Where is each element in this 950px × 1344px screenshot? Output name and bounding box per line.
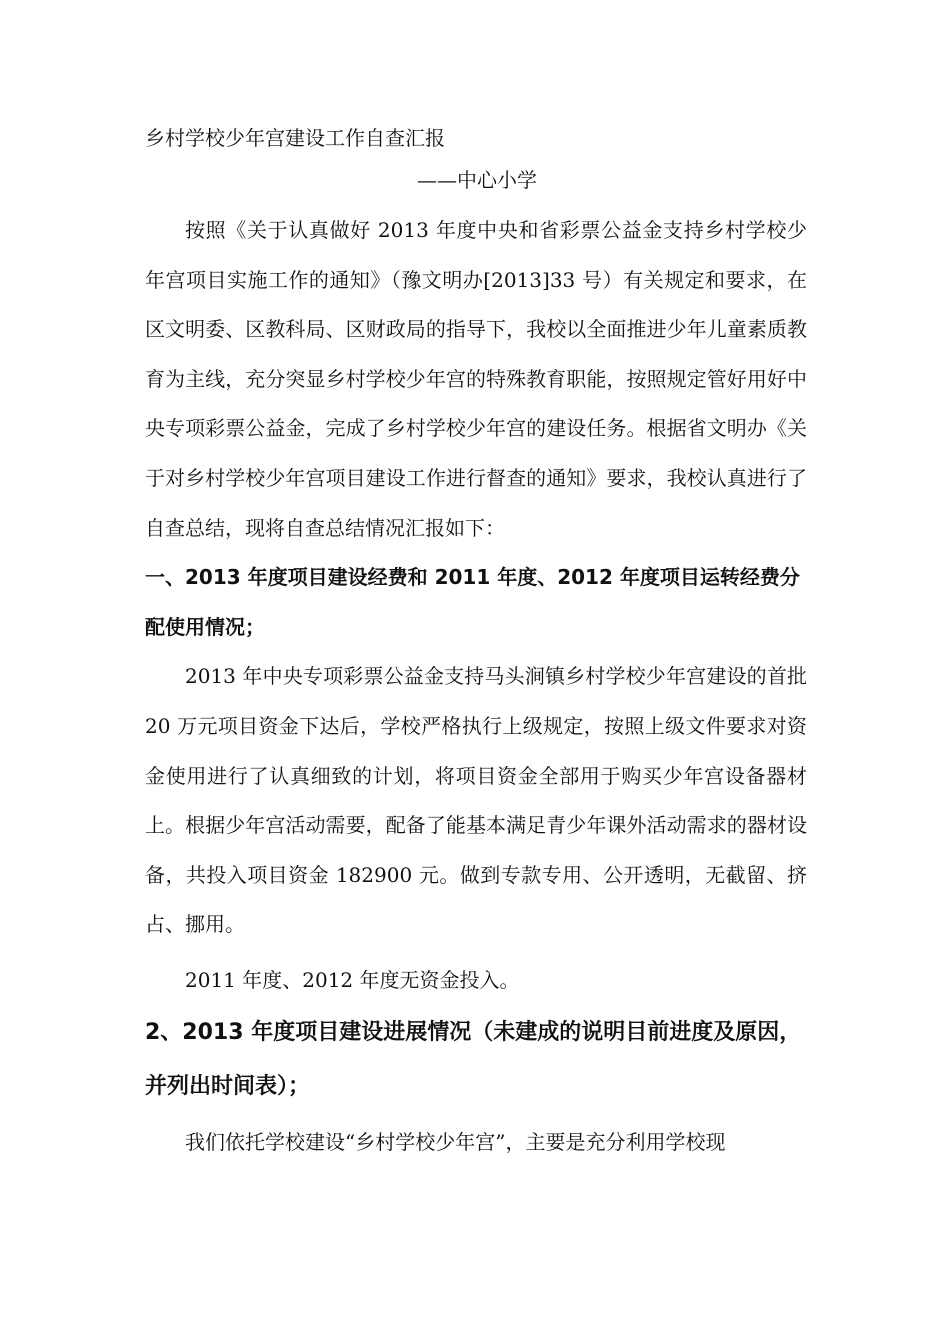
intro-paragraph: 按照《关于认真做好 2013 年度中央和省彩票公益金支持乡村学校少年宫项目实施工作的通知》（豫文明办[2013]33 号）有关规定和要求，在区文明委、区教科局、区财政局的指导下，我校以全面推进少年儿童素质教育为主线，充分突显乡村学校少年宫的特殊教育职能，按照规定管好用好中央专项彩票公益金，完成了乡村学校少年宫的建设任务。根据省文明办《关于对乡村学校少年宫项目建设工作进行督查的通知》要求，我校认真进行了自查总结，现将自查总结情况汇报如下： [145, 218, 807, 540]
section1-note: 2011 年度、2012 年度无资金投入。 [185, 967, 520, 992]
section1-paragraph: 2013 年中央专项彩票公益金支持马头涧镇乡村学校少年宫建设的首批 20 万元项目资金下达后，学校严格执行上级规定，按照上级文件要求对资金使用进行了认真细致的计划，将项目资金全部用于购买少年宫设备器材上。根据少年宫活动需要，配备了能基本满足青少年课外活动需求的器材设备，共投入项目资金 182900 元。做到专款专用、公开透明，无截留、挤占、挪用。 [145, 664, 807, 937]
document-body [145, 118, 807, 1167]
document-author: ——中心小学 [417, 168, 537, 192]
section1-heading: 一、2013 年度项目建设经费和 2011 年度、2012 年度项目运转经费分配使用情况； [145, 565, 800, 639]
section2-heading: 2、2013 年度项目建设进展情况（未建成的说明目前进度及原因，并列出时间表）； [145, 1019, 802, 1099]
document-title: 乡村学校少年宫建设工作自查汇报 [145, 126, 445, 150]
section2-paragraph: 我们依托学校建设“乡村学校少年宫”，主要是充分利用学校现 [185, 1129, 726, 1154]
